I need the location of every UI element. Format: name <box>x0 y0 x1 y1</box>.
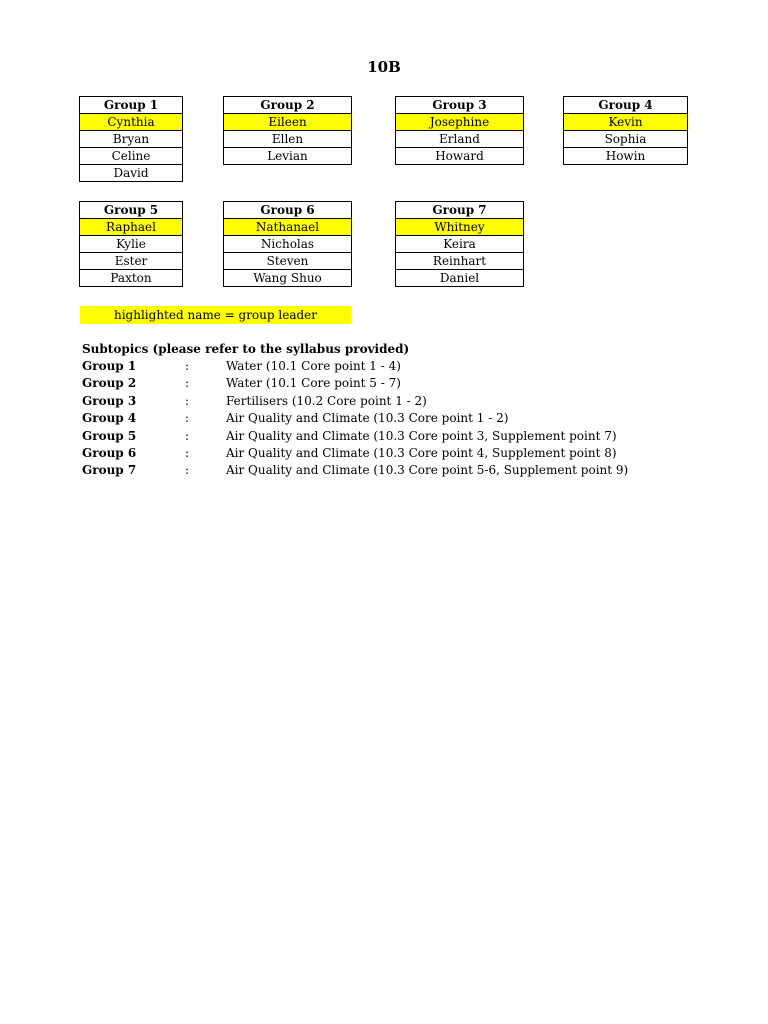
subtopic-description: Air Quality and Climate (10.3 Core point 3, Supplement point 7) <box>226 428 617 443</box>
subtopic-row <box>82 462 722 479</box>
subtopic-description: Fertilisers (10.2 Core point 1 - 2) <box>226 393 427 408</box>
subtopic-separator: : <box>185 463 190 478</box>
group-header: Group 1 <box>80 97 183 114</box>
group-leader: Nathanael <box>224 219 352 236</box>
group-header: Group 6 <box>224 202 352 219</box>
group-header: Group 4 <box>564 97 688 114</box>
subtopic-group: Group 5 <box>82 428 137 443</box>
group-table <box>223 201 352 287</box>
group-leader: Eileen <box>224 114 352 131</box>
subtopic-separator: : <box>185 393 190 408</box>
subtopic-description: Air Quality and Climate (10.3 Core point 5-6, Supplement point 9) <box>226 463 629 478</box>
page-title: 10B <box>367 58 401 76</box>
group-member: Celine <box>80 148 183 165</box>
subtopic-row <box>82 393 722 410</box>
subtopic-description: Water (10.1 Core point 5 - 7) <box>226 376 401 391</box>
group-member: Ester <box>80 253 183 270</box>
subtopics-list <box>82 341 722 480</box>
group-member: Howard <box>396 148 524 165</box>
subtopic-group: Group 3 <box>82 393 137 408</box>
group-table <box>79 96 183 182</box>
group-member: Nicholas <box>224 236 352 253</box>
subtopic-group: Group 1 <box>82 359 137 373</box>
subtopic-row <box>82 428 722 445</box>
group-member: Sophia <box>564 131 688 148</box>
subtopic-description: Air Quality and Climate (10.3 Core point 4, Supplement point 8) <box>226 445 617 460</box>
group-leader: Whitney <box>396 219 524 236</box>
leader-legend: highlighted name = group leader <box>80 306 351 324</box>
group-leader: Kevin <box>564 114 688 131</box>
group-member: Keira <box>396 236 524 253</box>
subtopic-separator: : <box>185 411 190 426</box>
group-table <box>395 201 524 287</box>
group-leader: Cynthia <box>80 114 183 131</box>
group-member: Kylie <box>80 236 183 253</box>
group-member: Bryan <box>80 131 183 148</box>
group-table <box>223 96 352 165</box>
group-header: Group 7 <box>396 202 524 219</box>
subtopic-row <box>82 375 722 392</box>
group-leader: Raphael <box>80 219 183 236</box>
group-table <box>395 96 524 165</box>
subtopic-separator: : <box>185 445 190 460</box>
subtopic-row <box>82 445 722 462</box>
group-member: Daniel <box>396 270 524 287</box>
group-member: Wang Shuo <box>224 270 352 287</box>
group-header: Group 5 <box>80 202 183 219</box>
subtopic-description: Water (10.1 Core point 1 - 4) <box>226 359 401 373</box>
subtopic-group: Group 7 <box>82 463 137 478</box>
group-member: Levian <box>224 148 352 165</box>
group-member: Reinhart <box>396 253 524 270</box>
group-member: Paxton <box>80 270 183 287</box>
subtopic-separator: : <box>185 428 190 443</box>
subtopic-row <box>82 410 722 427</box>
subtopic-row <box>82 358 722 375</box>
subtopic-group: Group 2 <box>82 376 137 391</box>
subtopic-group: Group 4 <box>82 411 137 426</box>
subtopic-separator: : <box>185 359 190 373</box>
group-member: Ellen <box>224 131 352 148</box>
subtopic-group: Group 6 <box>82 445 137 460</box>
group-table <box>563 96 688 165</box>
group-member: Steven <box>224 253 352 270</box>
group-table <box>79 201 183 287</box>
group-member: Howin <box>564 148 688 165</box>
subtopic-description: Air Quality and Climate (10.3 Core point 1 - 2) <box>226 411 509 426</box>
group-member: Erland <box>396 131 524 148</box>
group-leader: Josephine <box>396 114 524 131</box>
group-header: Group 3 <box>396 97 524 114</box>
subtopic-separator: : <box>185 376 190 391</box>
group-header: Group 2 <box>224 97 352 114</box>
subtopics-heading: Subtopics (please refer to the syllabus provided) <box>82 342 410 356</box>
group-member: David <box>80 165 183 182</box>
